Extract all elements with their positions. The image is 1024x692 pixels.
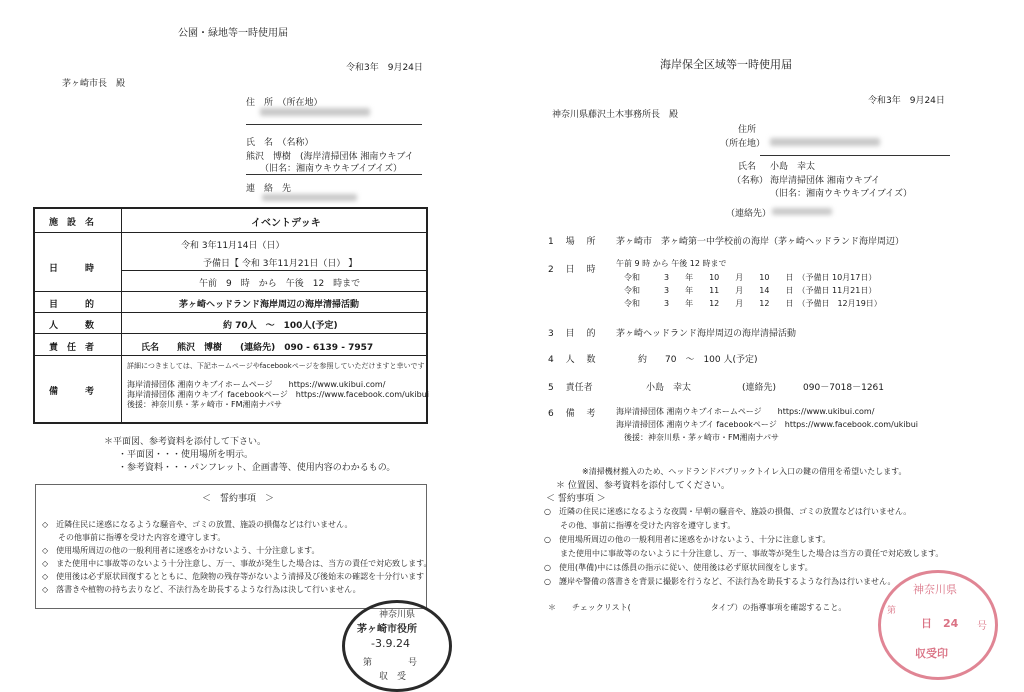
- pledge-item-5: ◇ 落書きや植物の持ち去りなど、不法行為を助長するような行為は決して行いません。: [42, 585, 361, 594]
- pledge-item-3: ◇ また使用中に事故等のないよう十分注意し、万一、事故が発生した場合は、当方の責任で対応致します。: [42, 559, 432, 568]
- pledge-item-1b: その他、事前に指導を受けた内容を遵守します。: [544, 521, 736, 530]
- responsible-contact: (連絡先) 090－7018－1261: [742, 383, 885, 393]
- pledge-title: ＜ 誓約事項 ＞: [202, 494, 275, 504]
- right-date: 令和3年 9月24日: [868, 96, 945, 106]
- attach-note-1: ＊平面図、参考資料を添付して下さい。: [104, 437, 267, 447]
- datetime-label: 2 日 時: [548, 265, 596, 275]
- remarks-line-2: 海岸清掃団体 湘南ウキブイ facebookページ https://www.facebook.com/ukibui: [127, 390, 430, 399]
- purpose-label: 3 目 的: [548, 329, 596, 339]
- name-underline: [246, 174, 422, 175]
- attach-note-2: ・平面図・・・使用場所を明示。: [118, 450, 254, 460]
- people-value: 約 70 ～ 100 人(予定): [638, 355, 758, 365]
- redacted-address: [260, 108, 370, 116]
- remarks-label: 備 考: [49, 387, 95, 397]
- redacted-contact: [772, 208, 832, 215]
- left-address-label: 住 所 （所在地）: [246, 98, 323, 108]
- redacted-contact: [262, 194, 357, 201]
- remarks-line-1: 海岸清掃団体 湘南ウキブイホームページ https://www.ukibui.com/: [616, 407, 875, 416]
- place-value: 茅ヶ崎市 茅ヶ崎第一中学校前の海岸（茅ヶ崎ヘッドランド海岸周辺）: [616, 237, 905, 247]
- left-name-label: 氏 名 （名称）: [246, 138, 314, 148]
- facility-label: 施 設 名: [49, 218, 95, 228]
- pledge-item-2: ◇ 使用場所周辺の他の一般利用者に迷惑をかけないよう、十分注意します。: [42, 546, 320, 555]
- right-receipt-stamp: 神奈川県 第 日 24 号 収受印: [878, 570, 998, 680]
- right-name-label: 氏名: [738, 162, 757, 172]
- left-title: 公園・緑地等一時使用届: [178, 28, 288, 39]
- purpose-label: 目 的: [49, 300, 95, 310]
- responsible-value: 氏名 熊沢 博樹 (連絡先) 090 - 6139 - 7957: [141, 343, 374, 353]
- people-label: 人 数: [49, 321, 95, 331]
- pledge-item-3: ○ 使用(準備)中には係員の指示に従い、使用後は必ず原状回復をします。: [544, 563, 813, 572]
- date-row-2: 令和 3 年 11 月 14 日 （予備日 11月21日）: [624, 286, 877, 295]
- pledge-item-4: ◇ 使用後は必ず原状回復するとともに、危険物の残存等がないよう清掃及び後始末の確認を十分行います: [42, 572, 425, 581]
- table-column-separator: [121, 209, 122, 422]
- date-reserve: 予備日【 令和 3年11月21日（日） 】: [203, 259, 358, 269]
- time-value: 午前 9 時 から 午後 12 時まで: [616, 259, 727, 268]
- right-org-label: （名称）: [732, 176, 769, 186]
- pledge-title: ＜ 誓約事項 ＞: [546, 494, 606, 504]
- people-value: 約 70人 ～ 100人(予定): [223, 321, 338, 331]
- remarks-line-1: 海岸清掃団体 湘南ウキブイホームページ https://www.ukibui.com/: [127, 380, 386, 389]
- address-underline: [246, 124, 422, 125]
- checklist-note: ＊ チェックリスト( タイプ）の指導事項を確認すること。: [548, 603, 847, 612]
- attach-note-3: ・参考資料・・・パンフレット、企画書等、使用内容のわかるもの。: [118, 463, 396, 473]
- remarks-intro: 詳細につきましては、下記ホームページやfacebookページを参照していただけますと幸いです: [127, 362, 425, 370]
- right-org-value-2: （旧名：湘南ウキウキブイブイズ）: [770, 189, 913, 199]
- place-label: 1 場 所: [548, 237, 596, 247]
- pledge-item-2: ○ 使用場所周辺の他の一般利用者に迷惑をかけないよう、十分に注意します。: [544, 535, 831, 544]
- pledge-item-1b: その他事前に指導を受けた内容を遵守します。: [42, 533, 226, 542]
- left-date: 令和3年 9月24日: [346, 63, 423, 73]
- responsible-value: 小島 幸太: [646, 383, 692, 393]
- remarks-line-3: 後援：神奈川県・茅ヶ崎市・FM湘南ナパサ: [624, 433, 780, 442]
- right-addressee: 神奈川県藤沢土木事務所長 殿: [552, 110, 679, 120]
- attach-note: ＊ 位置図、参考資料を添付してください。: [556, 481, 730, 491]
- remarks-label: 6 備 考: [548, 409, 596, 419]
- right-contact-label: （連絡先）: [726, 209, 772, 219]
- date-row-3: 令和 3 年 12 月 12 日 （予備日 12月19日）: [624, 299, 882, 308]
- right-name-value: 小島 幸太: [770, 162, 816, 172]
- responsible-label: 5 責任者: [548, 383, 593, 393]
- left-name-value: 熊沢 博樹 (海岸清掃団体 湘南ウキブイ: [246, 152, 414, 162]
- left-document: [0, 0, 470, 683]
- right-address-label-2: （所在地）: [720, 139, 766, 149]
- right-document: [520, 0, 1024, 683]
- purpose-value: 茅ヶ崎ヘッドランド海岸周辺の海岸清掃活動: [616, 329, 797, 339]
- key-request-note: ※清掃機材搬入のため、ヘッドランドパブリックトイレ入口の鍵の借用を希望いたします。: [582, 467, 907, 476]
- remarks-line-2: 海岸清掃団体 湘南ウキブイ facebookページ https://www.facebook.com/ukibui: [616, 420, 919, 429]
- pledge-item-4: ○ 護岸や警備の落書きを背景に撮影を行うなど、不法行為を助長するような行為は行いません。: [544, 577, 896, 586]
- redacted-address: [770, 138, 880, 146]
- pledge-item-1: ◇ 近隣住民に迷惑になるような騒音や、ゴミの放置、施設の損傷などは行いません。: [42, 520, 353, 529]
- right-address-label-1: 住所: [738, 125, 757, 135]
- date-row-1: 令和 3 年 10 月 10 日 （予備日 10月17日）: [624, 273, 877, 282]
- responsible-label: 責 任 者: [49, 343, 95, 353]
- people-label: 4 人 数: [548, 355, 596, 365]
- date-main: 令和 3年11月14日（日）: [181, 241, 285, 251]
- left-receipt-stamp: 神奈川県 茅ヶ崎市役所 -3.9.24 第 号 収 受: [342, 600, 452, 692]
- left-contact-label: 連 絡 先: [246, 184, 292, 194]
- left-form-table: [33, 207, 428, 424]
- right-org-value: 海岸清掃団体 湘南ウキブイ: [770, 176, 881, 186]
- purpose-value: 茅ヶ崎ヘッドランド海岸周辺の海岸清掃活動: [179, 300, 360, 310]
- pledge-item-1: ○ 近隣の住民に迷惑になるような夜間・早朝の騒音や、施設の損傷、ゴミの放置などは行いません。: [544, 507, 912, 516]
- left-name-value2: （旧名：湘南ウキウキブイブイズ）: [260, 164, 403, 174]
- left-pledge-box: [35, 484, 432, 609]
- remarks-line-3: 後援：神奈川県・茅ヶ崎市・FM湘南ナパサ: [127, 400, 283, 409]
- datetime-label: 日 時: [49, 264, 95, 274]
- right-title: 海岸保全区域等一時使用届: [660, 58, 792, 71]
- facility-value: イベントデッキ: [251, 218, 321, 229]
- pledge-item-2b: また使用中に事故等のないように十分注意し、万一、事故等が発生した場合は当方の責任で対応致します。: [544, 549, 944, 558]
- time-value: 午前 9 時 から 午後 12 時まで: [199, 279, 361, 289]
- left-addressee: 茅ヶ崎市長 殿: [62, 79, 126, 89]
